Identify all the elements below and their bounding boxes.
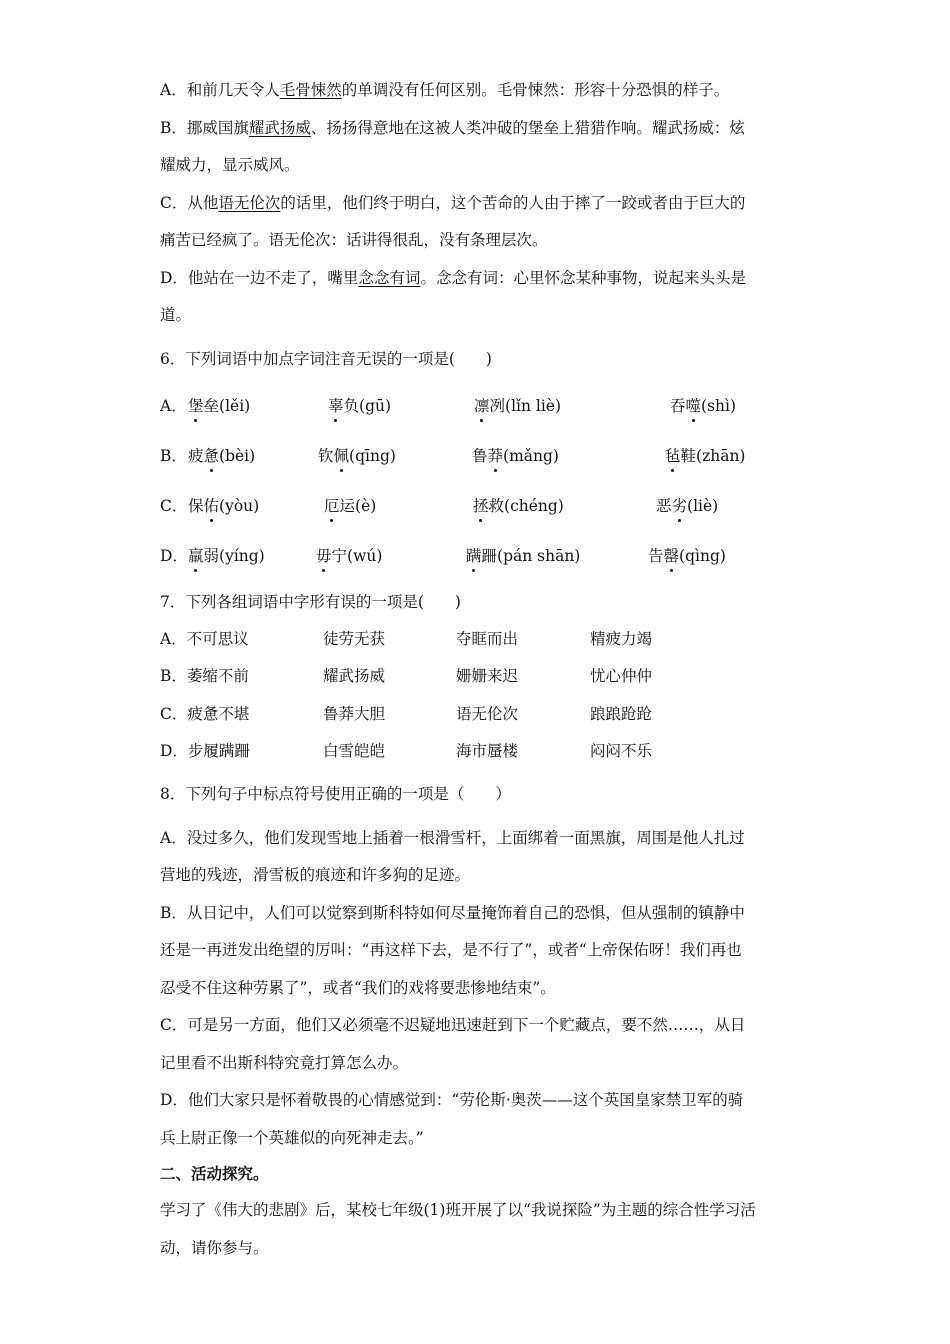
q7-row-d-col3: 海市蜃楼 bbox=[456, 742, 519, 760]
q6-row-b-word4 bbox=[665, 446, 745, 466]
option-text: 的话里，他们终于明白，这个苦命的人由于摔了一跤或者由于巨大的 bbox=[280, 194, 746, 212]
word-text: 冽(lǐn liè) bbox=[489, 397, 562, 415]
word-text: 钦 bbox=[318, 447, 334, 465]
q7-row-b-col4: 忧心仲仲 bbox=[590, 667, 653, 685]
underlined-term: 念念有词 bbox=[358, 269, 421, 287]
q7-stem: 7．下列各组词语中字形有误的一项是( ) bbox=[160, 593, 461, 611]
word-text: 吞 bbox=[670, 397, 686, 415]
q6-row-c-word3 bbox=[473, 496, 564, 516]
option-text: B．挪威国旗 bbox=[160, 119, 249, 137]
q6-row-d-label: D． bbox=[160, 547, 188, 565]
option-text: D．他站在一边不走了，嘴里 bbox=[160, 269, 359, 287]
section-heading: 二、活动探究。 bbox=[160, 1164, 269, 1183]
word-text: (qìng) bbox=[679, 547, 726, 565]
q5-option-c bbox=[160, 193, 745, 213]
word-text: 运(è) bbox=[339, 497, 377, 515]
word-text: 恶 bbox=[656, 497, 672, 515]
q8-line: 忍受不住这种劳累了”，或者“我们的戏将要悲惨地结束”。 bbox=[160, 979, 556, 997]
q6-row-d-word4 bbox=[648, 546, 726, 566]
q6-row-d-word1 bbox=[188, 546, 265, 566]
q7-row-b-col2: 耀武扬威 bbox=[323, 667, 386, 685]
q8-line: 兵上尉正像一个英雄似的向死神走去。” bbox=[160, 1129, 424, 1147]
word-text: 鲁 bbox=[472, 447, 488, 465]
q5-option-d bbox=[160, 268, 746, 288]
q5-option-b-cont: 耀威力，显示威风。 bbox=[160, 156, 300, 174]
word-text: (yòu) bbox=[219, 497, 260, 515]
dotted-char: 毡 bbox=[665, 447, 681, 465]
q7-row-d-col2: 白雪皑皑 bbox=[323, 742, 386, 760]
dotted-char: 莽 bbox=[487, 447, 504, 465]
q7-row-c-col3: 语无伦次 bbox=[456, 705, 519, 723]
section-intro-cont: 动，请你参与。 bbox=[160, 1239, 269, 1257]
q5-option-b bbox=[160, 118, 745, 138]
q8-stem: 8．下列句子中标点符号使用正确的一项是（ ） bbox=[160, 785, 511, 803]
word-text: 疲 bbox=[188, 447, 204, 465]
q7-row-c-col1: C．疲惫不堪 bbox=[160, 705, 250, 723]
q8-line: D．他们大家只是怀着敬畏的心情感觉到：“劳伦斯·奥茨——这个英国皇家禁卫军的骑 bbox=[160, 1091, 744, 1109]
q8-line: 记里看不出斯科特究竟打算怎么办。 bbox=[160, 1054, 409, 1072]
q7-row-c-col4: 踉踉跄跄 bbox=[590, 705, 653, 723]
dotted-char: 羸 bbox=[188, 547, 204, 565]
q8-line: 营地的残迹，滑雪板的痕迹和许多狗的足迹。 bbox=[160, 866, 471, 884]
q7-row-a-col1: A．不可思议 bbox=[160, 630, 249, 648]
word-text: 救(chéng) bbox=[488, 497, 564, 515]
q6-row-c-word1 bbox=[188, 496, 259, 516]
word-text: (qīng) bbox=[349, 447, 396, 465]
word-text: (mǎng) bbox=[503, 447, 559, 465]
dotted-char: 毋 bbox=[316, 547, 332, 565]
q6-stem: 6．下列词语中加点字词注音无误的一项是( ) bbox=[160, 350, 492, 368]
word-text: 跚(pán shān) bbox=[481, 547, 581, 565]
q6-row-b-word2 bbox=[318, 446, 396, 466]
dotted-char: 凛 bbox=[474, 397, 490, 415]
q7-row-b-col3: 姗姗来迟 bbox=[456, 667, 519, 685]
word-text: 保 bbox=[188, 497, 204, 515]
option-text: A．和前几天令人 bbox=[160, 81, 280, 99]
dotted-char: 佩 bbox=[333, 447, 350, 465]
dotted-char: 厄 bbox=[324, 497, 340, 515]
dotted-char: 蹒 bbox=[466, 547, 482, 565]
q6-row-d-word3 bbox=[466, 546, 580, 566]
dotted-char: 罄 bbox=[663, 547, 680, 565]
underlined-term: 毛骨悚然 bbox=[279, 81, 342, 99]
q7-row-a-col2: 徒劳无获 bbox=[323, 630, 386, 648]
dotted-char: 拯 bbox=[473, 497, 489, 515]
q5-option-c-cont: 痛苦已经疯了。语无伦次：话讲得很乱，没有条理层次。 bbox=[160, 231, 548, 249]
q8-line: C．可是另一方面，他们又必须毫不迟疑地迅速赶到下一个贮藏点，要不然……，从日 bbox=[160, 1016, 746, 1034]
q6-row-a-word1 bbox=[188, 396, 250, 416]
q8-line: B．从日记中，人们可以觉察到斯科特如何尽量掩饰着自己的恐惧，但从强制的镇静中 bbox=[160, 904, 745, 922]
q6-row-c-word4 bbox=[656, 496, 718, 516]
dotted-char: 噬 bbox=[685, 397, 702, 415]
q6-row-b-label: B． bbox=[160, 447, 187, 465]
dotted-char: 佑 bbox=[203, 497, 220, 515]
q7-row-d-col1: D．步履蹒跚 bbox=[160, 742, 250, 760]
dotted-char: 劣 bbox=[671, 497, 688, 515]
dotted-char: 惫 bbox=[203, 447, 220, 465]
q6-row-a-word3 bbox=[474, 396, 561, 416]
option-text: 的单调没有任何区别。毛骨悚然：形容十分恐惧的样子。 bbox=[341, 81, 730, 99]
section-intro: 学习了《伟大的悲剧》后，某校七年级(1)班开展了以“我说探险”为主题的综合性学习活 bbox=[160, 1201, 756, 1219]
q7-row-b-col1: B．萎缩不前 bbox=[160, 667, 249, 685]
word-text: 宁(wú) bbox=[331, 547, 383, 565]
q6-row-a-word2 bbox=[328, 396, 391, 416]
word-text: 负(gū) bbox=[343, 397, 392, 415]
word-text: (liè) bbox=[687, 497, 719, 515]
q7-row-c-col2: 鲁莽大胆 bbox=[323, 705, 386, 723]
q5-option-d-cont: 道。 bbox=[160, 306, 192, 324]
word-text: (shì) bbox=[701, 397, 737, 415]
q7-row-a-col4: 精疲力竭 bbox=[590, 630, 653, 648]
option-text: 。念念有词：心里怀念某种事物，说起来头头是 bbox=[420, 269, 746, 287]
word-text: 鞋(zhān) bbox=[680, 447, 746, 465]
q7-row-a-col3: 夺眶而出 bbox=[456, 630, 519, 648]
q6-row-d-word2 bbox=[316, 546, 382, 566]
q6-row-b-word3 bbox=[472, 446, 559, 466]
q8-line: A．没过多久，他们发现雪地上插着一根滑雪杆，上面绑着一面黑旗，周围是他人扎过 bbox=[160, 829, 745, 847]
word-text: (bèi) bbox=[219, 447, 256, 465]
q6-row-c-word2 bbox=[324, 496, 376, 516]
dotted-char: 辜 bbox=[328, 397, 344, 415]
dotted-char: 堡 bbox=[188, 397, 204, 415]
option-text: 、扬扬得意地在这被人类冲破的堡垒上猎猎作响。耀武扬威：炫 bbox=[310, 119, 745, 137]
q8-line: 还是一再迸发出绝望的厉叫：“再这样下去，是不行了”，或者“上帝保佑呀！我们再也 bbox=[160, 941, 742, 959]
word-text: 垒(lěi) bbox=[203, 397, 251, 415]
underlined-term: 语无伦次 bbox=[218, 194, 281, 212]
q6-row-b-word1 bbox=[188, 446, 255, 466]
q7-row-d-col4: 闷闷不乐 bbox=[590, 742, 653, 760]
word-text: 告 bbox=[648, 547, 664, 565]
q6-row-a-word4 bbox=[670, 396, 736, 416]
q5-option-a bbox=[160, 80, 729, 100]
q6-row-a-label: A． bbox=[160, 397, 187, 415]
word-text: 弱(yíng) bbox=[203, 547, 265, 565]
underlined-term: 耀武扬威 bbox=[248, 119, 311, 137]
option-text: C．从他 bbox=[160, 194, 219, 212]
q6-row-c-label: C． bbox=[160, 497, 188, 515]
